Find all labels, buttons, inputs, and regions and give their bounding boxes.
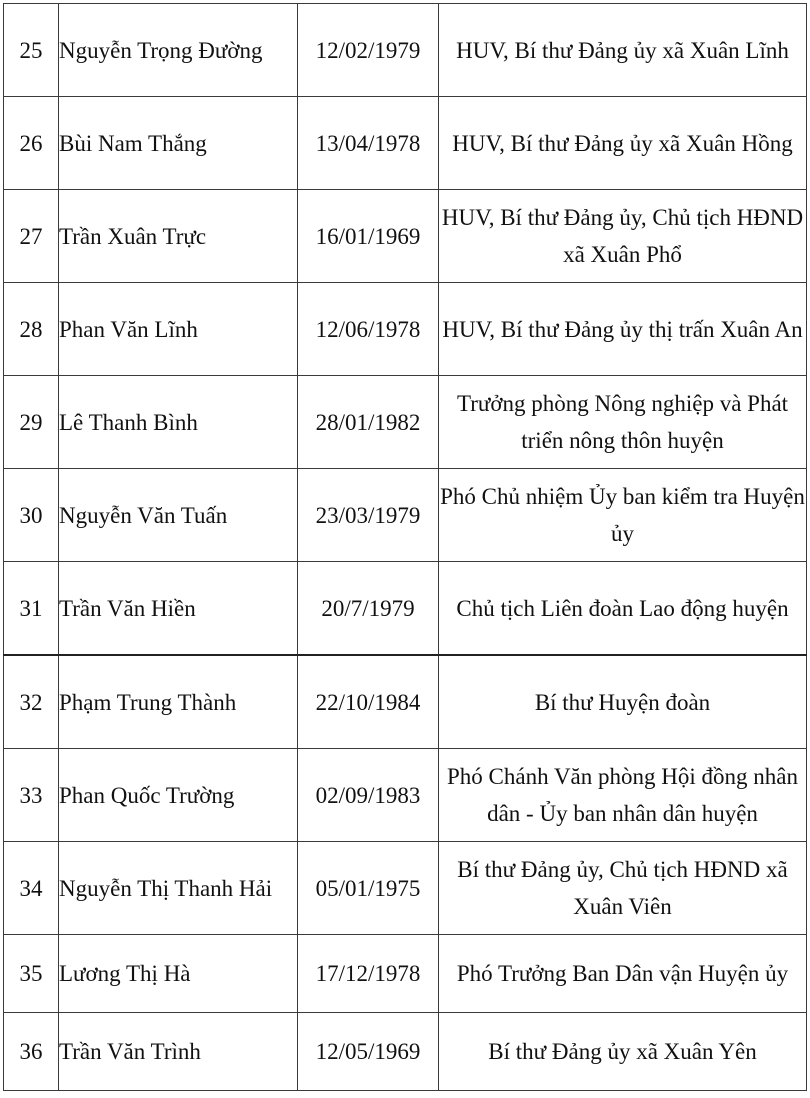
date-of-birth: 05/01/1975 [298, 842, 439, 935]
full-name: Nguyễn Thị Thanh Hải [59, 842, 298, 935]
full-name: Lê Thanh Bình [59, 376, 298, 469]
row-number: 36 [4, 1013, 59, 1091]
position: Phó Chủ nhiệm Ủy ban kiểm tra Huyện ủy [439, 469, 807, 562]
position: Phó Chánh Văn phòng Hội đồng nhân dân - Ủy ban nhân dân huyện [439, 749, 807, 842]
date-of-birth: 17/12/1978 [298, 935, 439, 1013]
table-row [4, 190, 807, 283]
table-row [4, 4, 807, 97]
row-number: 26 [4, 97, 59, 190]
position: Phó Trưởng Ban Dân vận Huyện ủy [439, 935, 807, 1013]
row-number: 35 [4, 935, 59, 1013]
date-of-birth: 16/01/1969 [298, 190, 439, 283]
position: Bí thư Đảng ủy, Chủ tịch HĐND xã Xuân Viên [439, 842, 807, 935]
full-name: Phan Văn Lĩnh [59, 283, 298, 376]
full-name: Phan Quốc Trường [59, 749, 298, 842]
full-name: Trần Văn Trình [59, 1013, 298, 1091]
table-row [4, 935, 807, 1013]
full-name: Nguyễn Văn Tuấn [59, 469, 298, 562]
table-row [4, 469, 807, 562]
date-of-birth: 02/09/1983 [298, 749, 439, 842]
date-of-birth: 13/04/1978 [298, 97, 439, 190]
date-of-birth: 20/7/1979 [298, 562, 439, 656]
row-number: 25 [4, 4, 59, 97]
table-row [4, 655, 807, 749]
position: HUV, Bí thư Đảng ủy thị trấn Xuân An [439, 283, 807, 376]
full-name: Lương Thị Hà [59, 935, 298, 1013]
full-name: Trần Xuân Trực [59, 190, 298, 283]
table-row [4, 749, 807, 842]
table-row [4, 283, 807, 376]
position: HUV, Bí thư Đảng ủy xã Xuân Lĩnh [439, 4, 807, 97]
full-name: Phạm Trung Thành [59, 655, 298, 749]
date-of-birth: 12/05/1969 [298, 1013, 439, 1091]
row-number: 32 [4, 655, 59, 749]
position: Trưởng phòng Nông nghiệp và Phát triển nông thôn huyện [439, 376, 807, 469]
date-of-birth: 28/01/1982 [298, 376, 439, 469]
position: Chủ tịch Liên đoàn Lao động huyện [439, 562, 807, 656]
row-number: 28 [4, 283, 59, 376]
position: Bí thư Đảng ủy xã Xuân Yên [439, 1013, 807, 1091]
position: Bí thư Huyện đoàn [439, 655, 807, 749]
position: HUV, Bí thư Đảng ủy xã Xuân Hồng [439, 97, 807, 190]
personnel-table [3, 3, 807, 1091]
row-number: 29 [4, 376, 59, 469]
full-name: Trần Văn Hiền [59, 562, 298, 656]
full-name: Nguyễn Trọng Đường [59, 4, 298, 97]
row-number: 31 [4, 562, 59, 656]
table-row [4, 842, 807, 935]
date-of-birth: 22/10/1984 [298, 655, 439, 749]
row-number: 30 [4, 469, 59, 562]
table-row [4, 97, 807, 190]
row-number: 33 [4, 749, 59, 842]
table-row [4, 1013, 807, 1091]
full-name: Bùi Nam Thắng [59, 97, 298, 190]
row-number: 27 [4, 190, 59, 283]
row-number: 34 [4, 842, 59, 935]
table-row [4, 562, 807, 656]
date-of-birth: 12/06/1978 [298, 283, 439, 376]
position: HUV, Bí thư Đảng ủy, Chủ tịch HĐND xã Xuân Phổ [439, 190, 807, 283]
table-row [4, 376, 807, 469]
date-of-birth: 23/03/1979 [298, 469, 439, 562]
date-of-birth: 12/02/1979 [298, 4, 439, 97]
